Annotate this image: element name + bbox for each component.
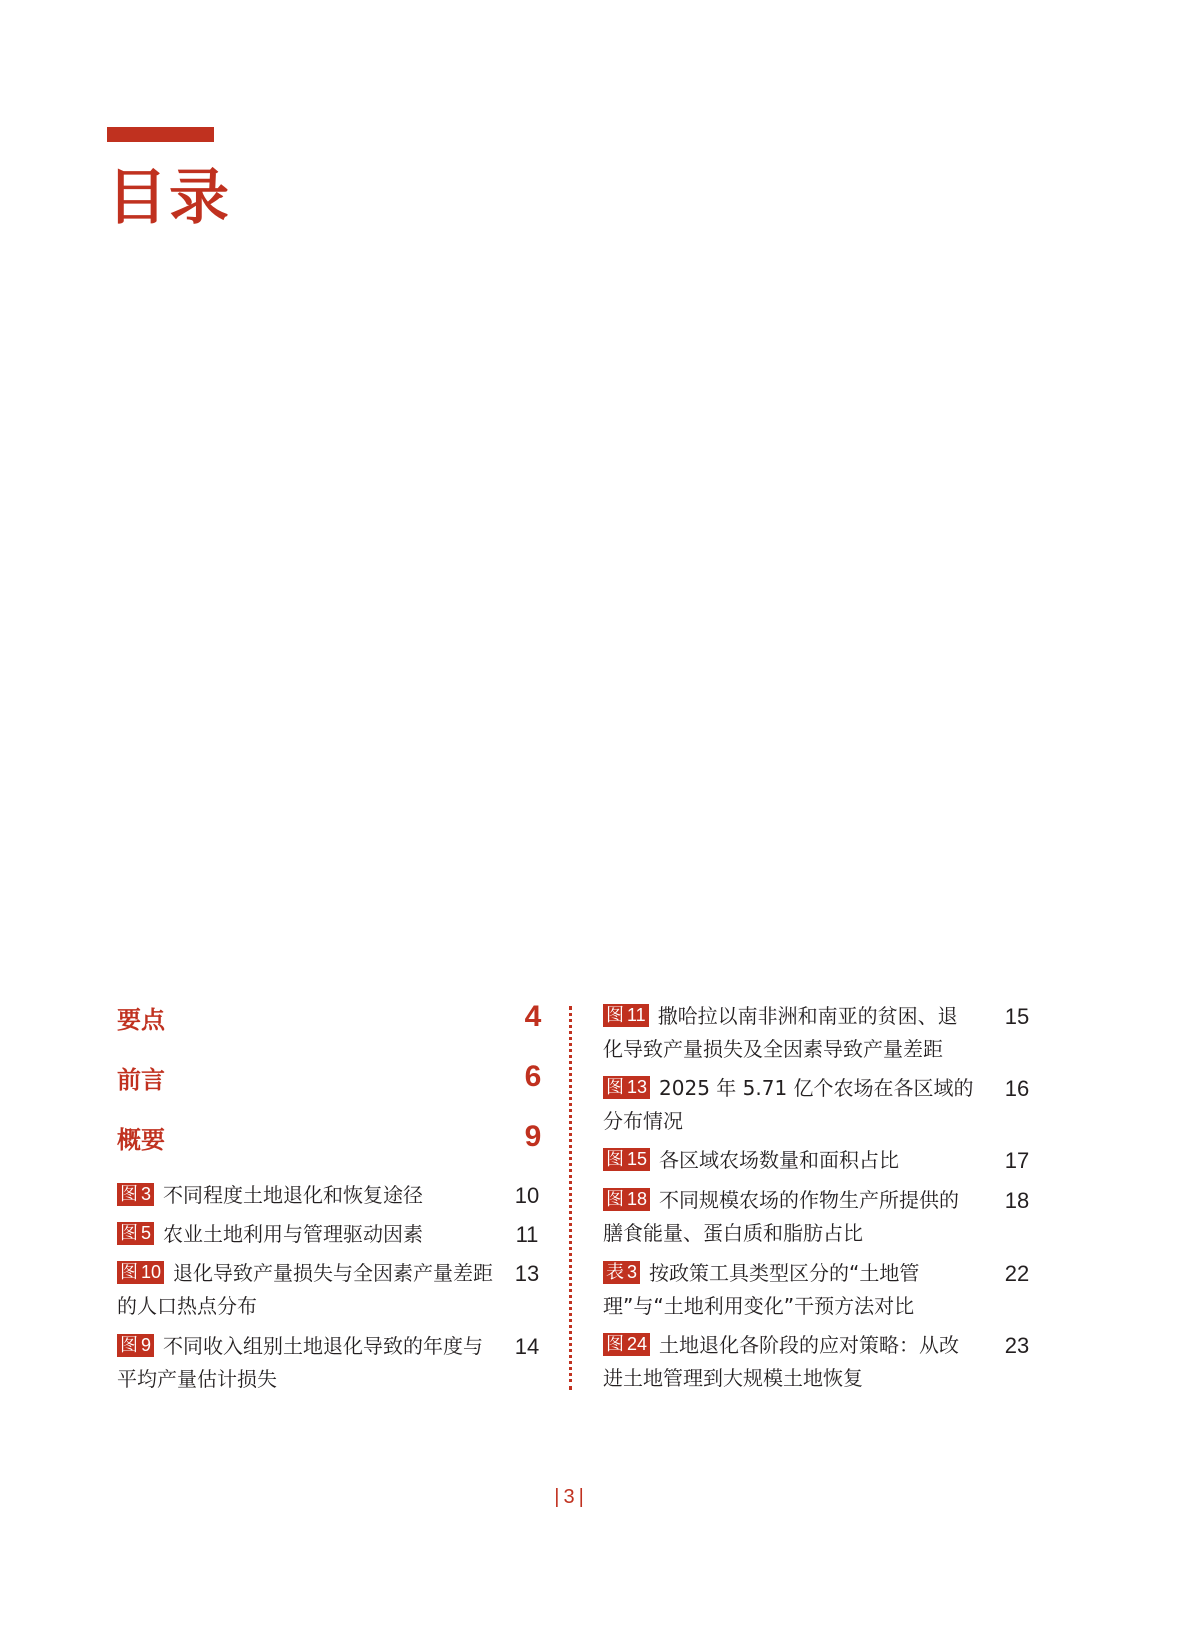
footer-bar-left: |	[554, 1486, 560, 1508]
entry-text: 图 13 2025 年 5.71 亿个农场在各区域的分布情况	[603, 1076, 974, 1133]
toc-entry-figure-3[interactable]	[117, 1179, 545, 1212]
entry-text: 图 9 不同收入组别土地退化导致的年度与平均产量估计损失	[117, 1334, 484, 1391]
toc-entry-figure-11[interactable]	[603, 1000, 1035, 1066]
toc-entry-figure-15[interactable]	[603, 1144, 1035, 1177]
entry-page-number: 16	[1004, 1076, 1030, 1101]
entry-page-number: 15	[1004, 1004, 1030, 1029]
column-divider	[569, 1006, 572, 1390]
section-page-number: 4	[524, 1000, 542, 1033]
toc-entry-figure-18[interactable]	[603, 1184, 1035, 1250]
toc-entry-figure-9[interactable]	[117, 1330, 545, 1396]
entry-page-number: 14	[514, 1334, 540, 1359]
toc-entry-figure-5[interactable]	[117, 1218, 545, 1251]
toc-section-foreword[interactable]	[117, 1059, 545, 1095]
entry-text: 图 3 不同程度土地退化和恢复途径	[117, 1179, 497, 1212]
toc-entry-figure-24[interactable]	[603, 1329, 1035, 1395]
entry-page-number: 18	[1004, 1188, 1030, 1213]
toc-section-key-points[interactable]	[117, 999, 545, 1035]
section-label: 要点	[117, 1005, 165, 1034]
figure-tag: 图 18	[603, 1188, 650, 1211]
figure-tag: 图 15	[603, 1148, 650, 1171]
toc-section-summary[interactable]	[117, 1119, 545, 1155]
table-tag: 表 3	[603, 1261, 640, 1284]
entry-text: 表 3 按政策工具类型区分的“土地管理”与“土地利用变化”干预方法对比	[603, 1261, 920, 1318]
entry-text: 图 15 各区域农场数量和面积占比	[603, 1144, 975, 1177]
page-footer	[0, 1486, 1138, 1509]
entry-text: 图 18 不同规模农场的作物生产所提供的膳食能量、蛋白质和脂肪占比	[603, 1188, 960, 1245]
entry-text: 图 10 退化导致产量损失与全因素产量差距的人口热点分布	[117, 1261, 494, 1318]
section-page-number: 9	[524, 1120, 542, 1153]
entry-text: 图 24 土地退化各阶段的应对策略：从改进土地管理到大规模土地恢复	[603, 1333, 960, 1390]
figure-tag: 图 13	[603, 1076, 650, 1099]
figure-tag: 图 24	[603, 1333, 650, 1356]
figure-tag: 图 3	[117, 1183, 154, 1206]
toc-entry-figure-10[interactable]	[117, 1257, 545, 1323]
section-label: 概要	[117, 1125, 165, 1154]
footer-page-number: 3	[563, 1486, 575, 1508]
toc-entry-table-3[interactable]	[603, 1257, 1035, 1323]
figure-tag: 图 10	[117, 1261, 164, 1284]
figure-tag: 图 11	[603, 1004, 649, 1027]
entry-page-number: 17	[1004, 1148, 1030, 1173]
entry-page-number: 22	[1004, 1261, 1030, 1286]
page-title: 目录	[107, 163, 231, 233]
entry-text: 图 11 撒哈拉以南非洲和南亚的贫困、退化导致产量损失及全因素导致产量差距	[603, 1004, 958, 1061]
entry-page-number: 23	[1004, 1333, 1030, 1358]
footer-bar-right: |	[578, 1486, 584, 1508]
title-accent-bar	[107, 127, 214, 142]
entry-text: 图 5 农业土地利用与管理驱动因素	[117, 1218, 497, 1251]
toc-entry-figure-13[interactable]	[603, 1072, 1035, 1138]
entry-page-number: 13	[514, 1261, 540, 1286]
section-page-number: 6	[524, 1060, 542, 1093]
figure-tag: 图 9	[117, 1334, 154, 1357]
figure-tag: 图 5	[117, 1222, 154, 1245]
section-label: 前言	[117, 1065, 165, 1094]
entry-page-number: 10	[514, 1183, 540, 1208]
entry-page-number: 11	[515, 1222, 539, 1247]
